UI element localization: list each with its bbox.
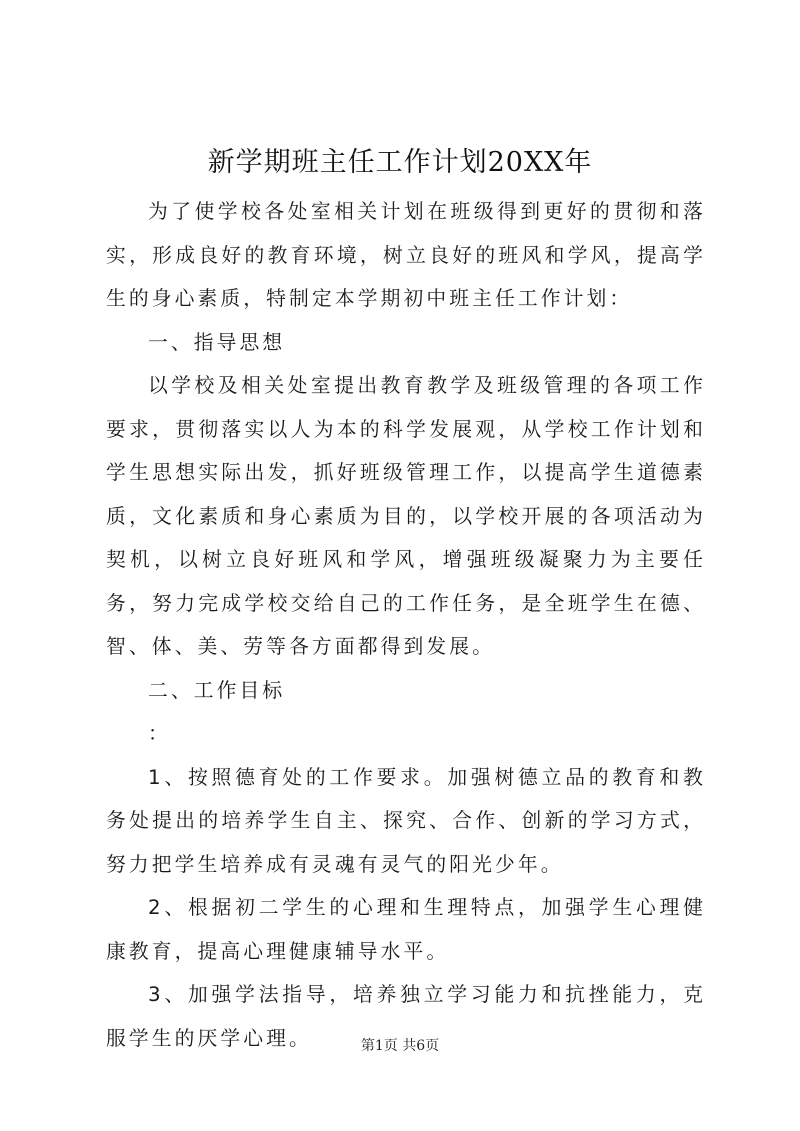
goal-item-3: 3、加强学法指导，培养独立学习能力和抗挫能力，克服学生的厌学心理。 (106, 983, 706, 1050)
intro-paragraph: 为了使学校各处室相关计划在班级得到更好的贯彻和落实，形成良好的教育环境，树立良好的班风和学风，提高学生的身心素质，特制定本学期初中班主任工作计划： (106, 200, 706, 310)
section-heading-guiding-thought: 一、指导思想 (148, 330, 286, 354)
goal-item-1: 1、按照德育处的工作要求。加强树德立品的教育和教务处提出的培养学生自主、探究、合作、创新的学习方式，努力把学生培养成有灵魂有灵气的阳光少年。 (106, 765, 706, 876)
document-body (106, 190, 706, 1060)
work-goals-colon: ： (148, 722, 168, 745)
goal-item-2: 2、根据初二学生的心理和生理特点，加强学生心理健康教育，提高心理健康辅导水平。 (106, 896, 706, 963)
section-heading-work-goals: 二、工作目标 (148, 678, 286, 702)
document-title: 新学期班主任工作计划20XX年 (207, 147, 593, 178)
page-number-footer: 第1页 共6页 (360, 1038, 440, 1054)
guiding-thought-paragraph: 以学校及相关处室提出教育教学及班级管理的各项工作要求，贯彻落实以人为本的科学发展观，从学校工作计划和学生思想实际出发，抓好班级管理工作，以提高学生道德素质，文化素质和身心素质为目的，以学校开展的各项活动为契机，以树立良好班风和学风，增强班级凝聚力为主要任务，努力完成学校交给自己的工作任务，是全班学生在德、智、体、美、劳等各方面都得到发展。 (106, 374, 706, 658)
